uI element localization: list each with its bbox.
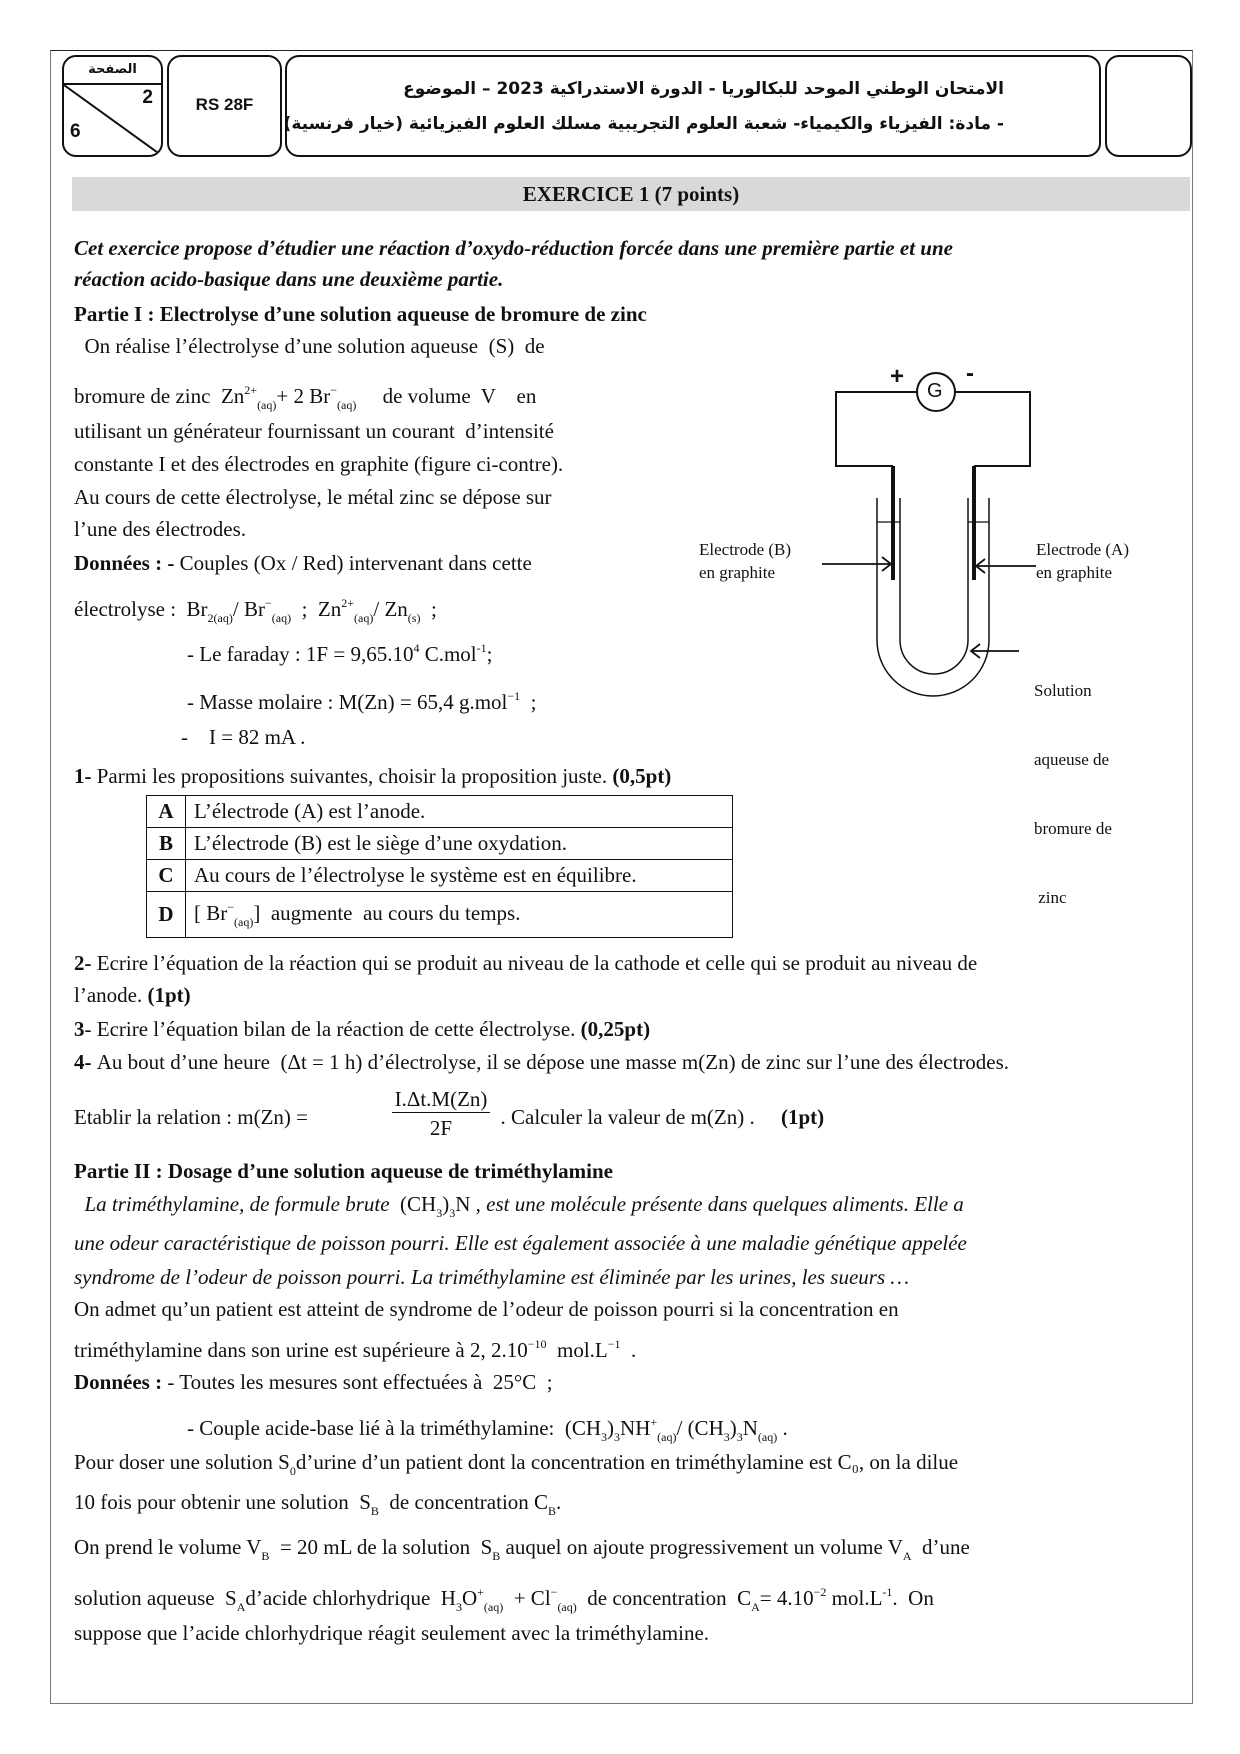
text-run: (aq) [557,1600,577,1614]
paragraph-line [74,333,545,359]
text-run: / Zn [373,597,408,621]
text-run: (aq) [234,914,254,929]
page-label: الصفحة [88,62,137,77]
data-line [74,550,532,576]
text-run: / (CH [676,1416,724,1440]
text-run: C.mol [419,642,477,666]
paragraph-line [74,1534,970,1569]
choice-key: B [147,828,186,860]
choice-text [186,892,733,938]
text-run: (CH [400,1192,437,1216]
text-run: 2+ [244,383,258,397]
text-run: B [370,1504,379,1518]
text-run: - Couple acide-base lié à la triméthylamine: (CH [187,1416,602,1440]
text-run: Parmi les propositions suivantes, choisir la proposition juste. [96,764,613,788]
question-3 [74,1016,650,1042]
choices-table [146,795,733,938]
data-line [74,1369,553,1395]
paragraph-line [74,377,536,418]
blank-header-box [1105,55,1192,157]
text-run: N [742,1416,758,1440]
text-run: l’une des électrodes. [74,517,247,541]
text-run: (s) [407,611,421,625]
exam-title-line1: الامتحان الوطني الموحد للبكالوريا - الدورة الاستدراكية 2023 – الموضوع [403,79,1004,99]
text-run: - Ecrire l’équation bilan de la réaction de cette électrolyse. [84,1017,581,1041]
text-run: NH [620,1416,651,1440]
text-run: triméthylamine dans son urine est supérieure à 2, 2.10 [74,1338,528,1362]
text-run: (aq) [757,1430,778,1444]
text-run: = 4.10 [759,1586,814,1610]
text-run: + [650,1415,658,1429]
text-run: bromure de zinc Zn [74,384,245,408]
text-run: (aq) [257,398,277,412]
paragraph-line [74,484,552,510]
text-run: (aq) [337,398,357,412]
table-row [147,892,733,938]
data-line [187,1409,788,1450]
text-run: ) [607,1416,615,1440]
text-run: électrolyse : Br [74,597,208,621]
choice-text [186,860,733,892]
text-run: syndrome de l’odeur de poisson pourri. La triméthylamine est éliminée par les urines, les sueurs … [74,1265,910,1289]
text-run: − [264,596,272,610]
paragraph-line [74,1449,958,1484]
text-run: auquel on ajoute progressivement un volume V [500,1535,903,1559]
text-run: (aq) [271,611,292,625]
label-line: Solution [1034,681,1092,700]
text-run: + 2 Br [276,384,331,408]
text-run: de volume V en [356,384,537,408]
text-run: ; Zn [291,597,342,621]
plus-terminal: + [890,363,905,390]
text-run: -1 [476,641,487,655]
text-run: (aq) [483,1600,504,1614]
label-line: aqueuse de [1034,750,1110,769]
text-run: Au bout d’une heure (Δt = 1 h) d’électrolyse, il se dépose une masse m(Zn) de zinc sur l’une des électrodes. [96,1050,1010,1074]
text-run: utilisant un générateur fournissant un courant d’intensité [74,419,554,443]
text-run: mol.L [826,1586,883,1610]
paragraph-line [74,1264,909,1290]
label-line: Electrode (B) [699,540,792,559]
text-run: Partie II : Dosage d’une solution aqueuse de triméthylamine [74,1159,613,1183]
text-run: Pour doser une solution S [74,1450,290,1474]
text-run: Cet exercice propose d’étudier une réaction d’oxydo-réduction forcée dans une première partie et une [74,236,953,260]
text-run: O [461,1586,478,1610]
paragraph-line [74,1579,934,1620]
text-run: - Le faraday : 1F = 9,65.10 [187,642,414,666]
text-run: La triméthylamine, de formule brute [74,1192,401,1216]
paragraph-line [74,1331,636,1363]
text-run: solution aqueuse S [74,1586,237,1610]
text-run: = 20 mL de la solution S [269,1535,493,1559]
text-run: B [261,1549,270,1563]
text-run: -1 [882,1585,893,1599]
text-run: . Calculer la valeur de m(Zn) . [490,1105,781,1129]
text-run: (1pt) [147,983,191,1007]
text-run: −2 [813,1585,827,1599]
fraction-denominator: 2F [429,1116,453,1140]
question-2 [74,982,191,1008]
text-run: ) [442,1192,450,1216]
question-4-calc [490,1104,824,1130]
text-run: (aq) [657,1430,677,1444]
text-run: Au cours de l’électrolyse le système est en équilibre. [194,863,637,887]
page-total: 6 [70,121,81,142]
text-run: On réalise l’électrolyse d’une solution aqueuse (S) de [74,334,545,358]
part1-title [74,301,647,327]
choice-key: A [147,796,186,828]
paragraph-line [74,1489,561,1524]
text-run: d’une [911,1535,970,1559]
text-run: L’électrode (A) est l’anode. [194,799,426,823]
text-run: Couples (Ox / Red) intervenant dans cette [179,551,532,575]
text-run: 0 [289,1464,296,1478]
text-run: . [620,1338,637,1362]
paragraph-line [74,516,246,542]
text-run: + Cl [503,1586,551,1610]
text-run: B [548,1504,557,1518]
text-run: Etablir la relation : m(Zn) = [74,1105,309,1129]
text-run: - Masse molaire : M(Zn) = 65,4 g.mol [187,690,508,714]
intro-line [74,235,953,261]
data-line [181,724,305,750]
question-4-relation [74,1104,308,1130]
text-run: 2+ [341,596,355,610]
text-run: ; [486,642,493,666]
choice-text [186,796,733,828]
text-run: A [902,1549,912,1563]
text-run: 3 [614,1430,621,1444]
exam-code: RS 28F [195,95,254,114]
text-run: 3 [736,1430,743,1444]
text-run: ; [520,690,537,714]
text-run: 2(aq) [207,611,233,625]
text-run: [ Br [194,900,228,925]
text-run: 3 [436,1206,443,1220]
data-line [187,683,537,715]
text-run: de concentration C [378,1490,549,1514]
exercise-title: EXERCICE 1 (7 points) [522,182,740,206]
electrode-b-label [699,538,791,584]
choice-text [186,828,733,860]
text-run: - I = 82 mA . [181,725,306,749]
text-run: d’acide chlorhydrique H [245,1586,456,1610]
text-run: Données : - [74,551,180,575]
solution-label [1034,633,1112,932]
text-run: A [236,1600,246,1614]
text-run: . [556,1490,562,1514]
text-run: + [477,1585,484,1599]
text-run: l’anode. [74,983,148,1007]
paragraph-line [74,1620,709,1646]
text-run: réaction acido-basique dans une deuxième partie. [74,267,504,291]
label-line: Electrode (A) [1036,540,1129,559]
text-run: constante I et des électrodes en graphite (figure ci-contre). [74,452,564,476]
text-run: (0,25pt) [580,1017,651,1041]
exam-code-box [167,55,282,157]
text-run: d’urine d’un patient dont la concentration en triméthylamine est C₀, on la dilue [295,1450,959,1474]
text-run: 3 [601,1430,608,1444]
exercise-title-bar [72,177,1190,211]
relation-fraction [392,1086,490,1143]
page-number-box [62,55,163,157]
text-run: Au cours de cette électrolyse, le métal zinc se dépose sur [74,485,552,509]
text-run: Ecrire l’équation de la réaction qui se produit au niveau de la cathode et celle qui se produit au niveau de [96,951,978,975]
exam-title-box [285,55,1101,157]
question-1 [74,763,671,789]
label-line: zinc [1034,888,1067,907]
text-run: ] augmente au cours du temps. [253,900,521,925]
intro-line [74,266,503,292]
text-run: (aq) [354,611,374,625]
text-run: suppose que l’acide chlorhydrique réagit seulement avec la triméthylamine. [74,1621,710,1645]
generator-label: G [927,380,943,402]
paragraph-line [74,1191,964,1226]
text-run: − [227,899,235,914]
text-run: 10 fois pour obtenir une solution S [74,1490,371,1514]
label-line: en graphite [699,563,775,582]
text-run: Données : [74,1370,168,1394]
text-run: −1 [607,1337,621,1351]
text-run: Partie I : Electrolyse d’une solution aqueuse de bromure de zinc [74,302,647,326]
page-current: 2 [142,87,153,108]
text-run: une odeur caractéristique de poisson pourri. Elle est également associée à une maladie génétique appelée [74,1231,967,1255]
text-run: On prend le volume V [74,1535,262,1559]
text-run: 2- [74,951,97,975]
text-run: . On [892,1586,934,1610]
text-run: − [550,1585,558,1599]
label-line: en graphite [1036,563,1112,582]
text-run: 3 [455,1600,462,1614]
data-line [187,635,492,667]
paragraph-line [74,451,563,477]
text-run: On admet qu’un patient est atteint de syndrome de l’odeur de poisson pourri si la concentration en [74,1297,899,1321]
text-run: (1pt) [780,1105,825,1129]
text-run: ) [729,1416,737,1440]
text-run: B [492,1549,501,1563]
paragraph-line [74,1230,967,1256]
text-run: - Toutes les mesures sont effectuées à 25°C ; [167,1370,553,1394]
text-run: −10 [527,1337,547,1351]
table-row [147,796,733,828]
text-run: de concentration C [576,1586,752,1610]
paragraph-line [74,418,554,444]
text-run: / Br [232,597,265,621]
text-run: ; [420,597,437,621]
question-2 [74,950,977,976]
text-run: 3 [449,1206,456,1220]
electrode-a-label [1036,538,1129,584]
fraction-numerator: I.Δt.M(Zn) [392,1086,490,1113]
text-run: −1 [507,689,521,703]
table-row [147,828,733,860]
text-run: . [777,1416,788,1440]
text-run: N [455,1192,471,1216]
text-run: mol.L [546,1338,608,1362]
text-run: (0,5pt) [612,764,672,788]
text-run: 3 [74,1017,85,1041]
exam-title-line2: - مادة: الفيزياء والكيمياء- شعبة العلوم التجريبية مسلك العلوم الفيزيائية (خيار فرنسية) [283,114,1004,134]
text-run: − [330,383,338,397]
part2-title [74,1158,613,1184]
text-run: 4 [413,641,420,655]
question-4 [74,1049,1009,1075]
choice-key: D [147,892,186,938]
text-run: 4- [74,1050,97,1074]
paragraph-line [74,1296,899,1322]
table-row [147,860,733,892]
text-run: L’électrode (B) est le siège d’une oxydation. [194,831,568,855]
label-line: bromure de [1034,819,1112,838]
minus-terminal: - [966,360,974,387]
text-run: 1- [74,764,97,788]
text-run: , est une molécule présente dans quelques aliments. Elle a [470,1192,964,1216]
text-run: A [751,1600,760,1614]
data-line [74,590,437,631]
text-run: 3 [723,1430,730,1444]
choice-key: C [147,860,186,892]
